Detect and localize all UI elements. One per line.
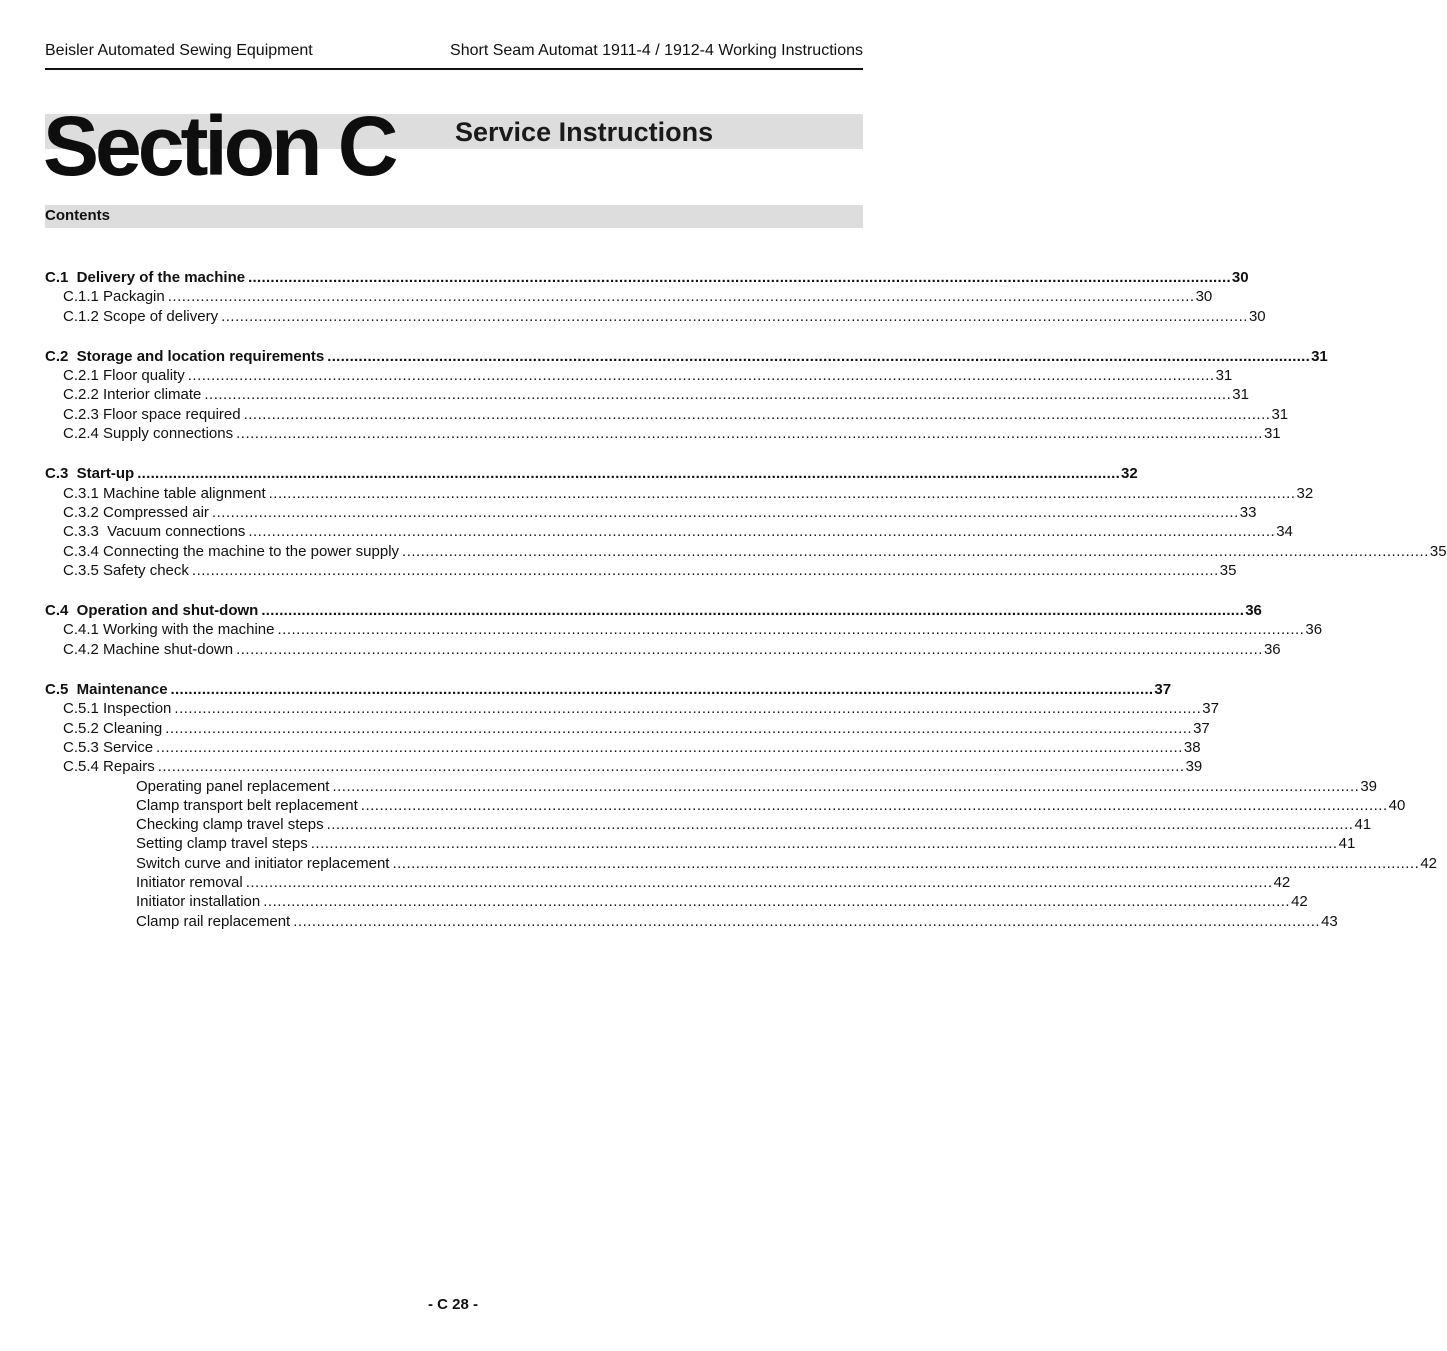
toc-entry <box>45 503 1257 522</box>
toc-dot-leader: ............................................................................................................................................................................................................................ <box>221 307 1248 325</box>
toc-entry <box>45 699 1219 718</box>
toc-dot-leader: ............................................................................................................................................................................................................................ <box>211 503 1239 521</box>
toc-entry <box>45 912 1338 931</box>
toc-entry-label: Clamp transport belt replacement <box>136 796 358 814</box>
toc-dot-leader: ............................................................................................................................................................................................................................ <box>332 777 1360 795</box>
toc-entry-label: C.3.1 Machine table alignment <box>63 484 266 502</box>
toc-entry-label: C.5.4 Repairs <box>63 758 155 776</box>
toc-dot-leader: ............................................................................................................................................................................................................................ <box>392 854 1420 872</box>
toc-entry <box>45 385 1249 404</box>
toc-dot-leader: ............................................................................................................................................................................................................................ <box>156 738 1183 756</box>
toc-entry-page: 37 <box>1193 719 1210 737</box>
toc-entry-page: 37 <box>1202 700 1219 718</box>
contents-band <box>45 205 863 228</box>
toc-dot-leader: ............................................................................................................................................................................................................................ <box>326 816 1354 834</box>
toc-dot-leader: ............................................................................................................................................................................................................................ <box>191 561 1219 579</box>
toc-entry <box>45 484 1314 503</box>
toc-entry-page: 42 <box>1291 893 1308 911</box>
toc-dot-leader: ............................................................................................................................................................................................................................ <box>243 405 1271 423</box>
contents-heading: Contents <box>45 207 110 224</box>
toc-entry <box>45 424 1281 443</box>
toc-entry-page: 30 <box>1248 307 1266 325</box>
toc-entry-label: Initiator installation <box>136 893 261 911</box>
toc-entry-page: 42 <box>1273 874 1291 892</box>
toc-entry-label: C.2.4 Supply connections <box>63 425 234 443</box>
toc-entry <box>45 892 1308 911</box>
toc-entry-label: C.2 Storage and location requirements <box>45 347 325 365</box>
toc-dot-leader: ............................................................................................................................................................................................................................ <box>268 484 1296 502</box>
toc-entry-page: 39 <box>1360 777 1378 795</box>
toc-dot-leader: ............................................................................................................................................................................................................................ <box>137 465 1121 483</box>
toc-entry-label: C.2.1 Floor quality <box>63 367 185 385</box>
toc-entry-label: C.3.4 Connecting the machine to the power supply <box>63 542 400 560</box>
toc-entry-label: C.3.5 Safety check <box>63 561 189 579</box>
toc-dot-leader: ............................................................................................................................................................................................................................ <box>248 269 1231 286</box>
header-document-title: Short Seam Automat 1911-4 / 1912-4 Working Instructions <box>450 42 863 59</box>
toc-entry-label: C.4.1 Working with the machine <box>63 621 275 639</box>
toc-entry-label: Clamp rail replacement <box>136 912 291 930</box>
toc-entry-label: C.1 Delivery of the machine <box>45 269 246 286</box>
toc-entry-label: Setting clamp travel steps <box>136 835 308 853</box>
toc-entry <box>45 815 1372 834</box>
toc-entry-label: C.4 Operation and shut-down <box>45 602 259 620</box>
toc-entry-label: C.5 Maintenance <box>45 681 168 699</box>
toc-entry <box>45 738 1201 757</box>
toc-entry-page: 43 <box>1321 912 1338 930</box>
toc-entry-label: C.2.2 Interior climate <box>63 386 202 404</box>
toc-entry <box>45 405 1289 424</box>
toc-entry-page: 33 <box>1239 503 1257 521</box>
toc-dot-leader: ............................................................................................................................................................................................................................ <box>293 912 1321 930</box>
toc-entry <box>45 777 1378 796</box>
toc-entry <box>45 542 1447 561</box>
toc-entry-page: 41 <box>1338 835 1356 853</box>
toc-entry <box>45 680 1172 699</box>
toc-entry-label: Switch curve and initiator replacement <box>136 854 390 872</box>
toc-entry-page: 39 <box>1185 758 1203 776</box>
toc-entry-label: Initiator removal <box>136 874 243 892</box>
toc-dot-leader: ............................................................................................................................................................................................................................ <box>170 681 1154 699</box>
toc-entry <box>45 307 1266 326</box>
toc-entry <box>45 268 1249 287</box>
toc-entry <box>45 620 1323 639</box>
page-number: - C 28 - <box>427 1296 478 1313</box>
toc-entry-label: C.1.2 Scope of delivery <box>63 307 219 325</box>
toc-entry-page: 38 <box>1183 738 1201 756</box>
toc-entry-label: C.3 Start-up <box>45 465 135 483</box>
toc-entry <box>45 873 1291 892</box>
toc-entry-page: 40 <box>1388 796 1406 814</box>
toc-dot-leader: ............................................................................................................................................................................................................................ <box>167 288 1195 306</box>
toc-entry-label: C.1.1 Packagin <box>63 288 165 306</box>
toc-entry-label: C.5.2 Cleaning <box>63 719 163 737</box>
toc-entry <box>45 366 1233 385</box>
toc-entry-label: C.4.2 Machine shut-down <box>63 640 234 658</box>
toc-entry-page: 35 <box>1429 542 1447 560</box>
toc-entry-page: 36 <box>1305 621 1323 639</box>
toc-entry <box>45 854 1438 873</box>
toc-entry-page: 32 <box>1296 484 1314 502</box>
toc-entry-label: C.2.3 Floor space required <box>63 405 241 423</box>
toc-entry-page: 42 <box>1420 854 1438 872</box>
toc-entry <box>45 561 1237 580</box>
toc-dot-leader: ............................................................................................................................................................................................................................ <box>248 523 1276 541</box>
section-subtitle: Service Instructions <box>455 117 714 147</box>
toc-entry <box>45 640 1281 659</box>
toc-dot-leader: ............................................................................................................................................................................................................................ <box>261 602 1245 620</box>
toc-entry-label: C.3.3 Vacuum connections <box>63 523 246 541</box>
toc-entry <box>45 347 1328 366</box>
toc-dot-leader: ............................................................................................................................................................................................................................ <box>402 542 1429 560</box>
toc-entry-page: 34 <box>1276 523 1293 541</box>
toc-entry-page: 30 <box>1195 288 1213 306</box>
toc-entry-page: 35 <box>1219 561 1237 579</box>
toc-entry <box>45 464 1138 483</box>
toc-entry <box>45 796 1406 815</box>
toc-dot-leader: ............................................................................................................................................................................................................................ <box>157 758 1185 776</box>
toc-entry <box>45 757 1203 776</box>
toc-entry-page: 31 <box>1271 405 1289 423</box>
toc-dot-leader: ............................................................................................................................................................................................................................ <box>236 425 1263 443</box>
toc-entry-label: C.5.1 Inspection <box>63 700 172 718</box>
toc-entry <box>45 287 1213 306</box>
toc-entry <box>45 601 1262 620</box>
toc-entry-page: 32 <box>1121 465 1138 483</box>
toc-entry-page: 37 <box>1154 681 1172 699</box>
table-of-contents <box>45 268 1447 931</box>
toc-dot-leader: ............................................................................................................................................................................................................................ <box>165 719 1193 737</box>
toc-dot-leader: ............................................................................................................................................................................................................................ <box>187 367 1215 385</box>
toc-entry-label: C.3.2 Compressed air <box>63 503 209 521</box>
toc-entry-page: 31 <box>1232 386 1249 404</box>
toc-entry <box>45 834 1356 853</box>
toc-entry-page: 31 <box>1215 367 1233 385</box>
toc-entry-page: 36 <box>1245 602 1262 620</box>
toc-entry-label: Operating panel replacement <box>136 777 330 795</box>
toc-dot-leader: ............................................................................................................................................................................................................................ <box>245 874 1273 892</box>
toc-dot-leader: ............................................................................................................................................................................................................................ <box>236 640 1263 658</box>
section-title: Section C <box>43 99 395 193</box>
toc-dot-leader: ............................................................................................................................................................................................................................ <box>204 386 1232 404</box>
toc-dot-leader: ............................................................................................................................................................................................................................ <box>263 893 1291 911</box>
toc-dot-leader: ............................................................................................................................................................................................................................ <box>310 835 1338 853</box>
toc-dot-leader: ............................................................................................................................................................................................................................ <box>277 621 1305 639</box>
page-header <box>45 42 863 70</box>
toc-entry-label: Checking clamp travel steps <box>136 816 324 834</box>
toc-entry-page: 30 <box>1231 269 1249 286</box>
toc-entry-page: 41 <box>1354 816 1372 834</box>
toc-dot-leader: ............................................................................................................................................................................................................................ <box>327 347 1311 365</box>
toc-entry-page: 31 <box>1263 425 1281 443</box>
toc-entry-page: 31 <box>1311 347 1328 365</box>
toc-entry <box>45 719 1210 738</box>
toc-dot-leader: ............................................................................................................................................................................................................................ <box>360 796 1388 814</box>
toc-entry <box>45 522 1293 541</box>
header-company: Beisler Automated Sewing Equipment <box>45 42 313 59</box>
toc-entry-page: 36 <box>1263 640 1281 658</box>
toc-dot-leader: ............................................................................................................................................................................................................................ <box>174 700 1202 718</box>
toc-entry-label: C.5.3 Service <box>63 738 154 756</box>
